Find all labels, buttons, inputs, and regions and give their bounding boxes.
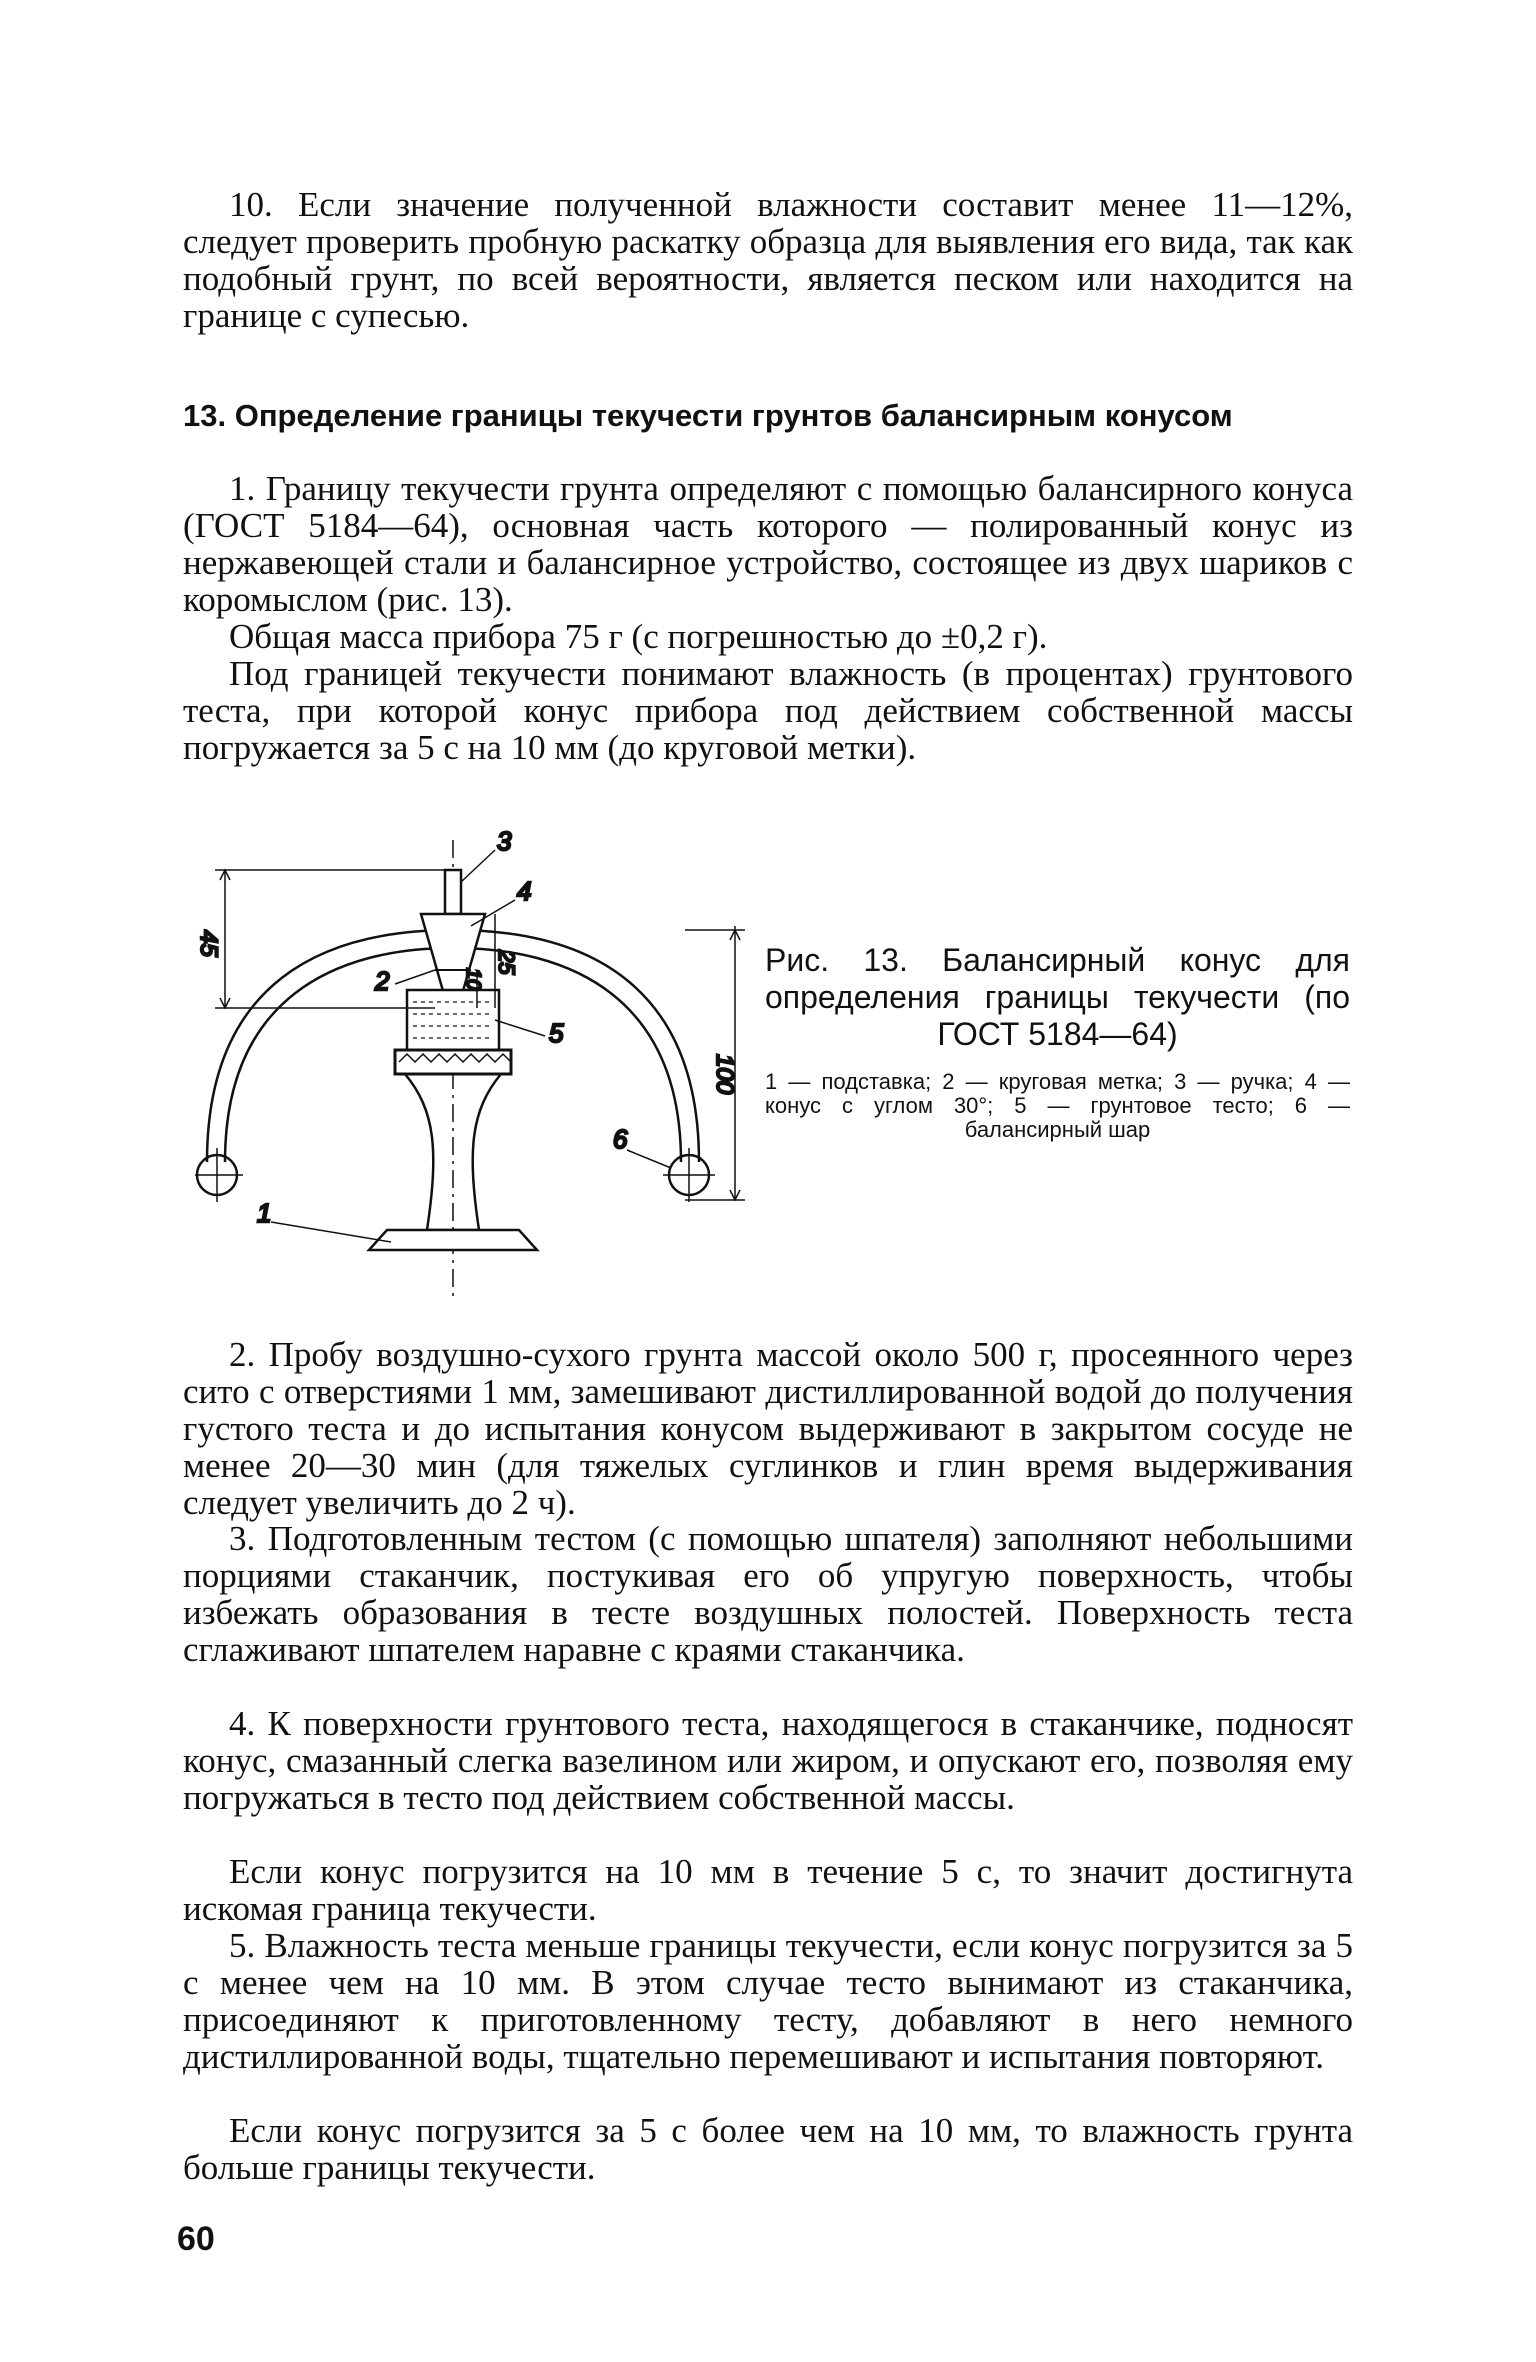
paragraph-1: 1. Границу текучести грунта определяют с помощью балансирного конуса (ГОСТ 5184—64), основная часть которого — полированный конус из нержавеющей стали и балансирное устройство, состоящее из двух шариков с коромыслом (рис. 13). bbox=[183, 469, 1353, 619]
callout-2: 2 bbox=[375, 966, 390, 996]
callout-1: 1 bbox=[257, 1198, 272, 1228]
paragraph-1-mass: Общая масса прибора 75 г (с погрешностью до ±0,2 г). bbox=[229, 617, 1048, 656]
figure-balance-cone bbox=[195, 830, 755, 1310]
paragraph-10: 10. Если значение полученной влажности составит менее 11—12%, следует проверить пробную раскатку образца для выявления его вида, так как подобный грунт, по всей вероятности, является песком или находится на границе с супесью. bbox=[183, 185, 1353, 335]
balance-cone-drawing bbox=[195, 830, 755, 1310]
cup-base bbox=[395, 1050, 511, 1074]
dimension-10: 10 bbox=[462, 968, 484, 991]
cup bbox=[407, 990, 499, 1050]
callout-3: 3 bbox=[497, 830, 512, 856]
page-number: 60 bbox=[177, 2220, 215, 2258]
figure-caption-title: Рис. 13. Балансирный конус для определения границы текучести (по ГОСТ 5184—64) bbox=[765, 942, 1350, 1052]
callout-5: 5 bbox=[549, 1018, 564, 1048]
dimension-45: 45 bbox=[195, 930, 222, 957]
stand-base bbox=[369, 1230, 537, 1250]
dimension-100: 100 bbox=[711, 1054, 738, 1095]
dimension-25: 25 bbox=[494, 950, 519, 975]
callout-6: 6 bbox=[613, 1124, 628, 1154]
paragraph-1-definition: Под границей текучести понимают влажность (в процентах) грунтового теста, при которой конус прибора под действием собственной массы погружается за 5 с на 10 мм (до круговой метки). bbox=[183, 654, 1353, 767]
paragraph-2: 2. Пробу воздушно-сухого грунта массой около 500 г, просеянного через сито с отверстиями 1 мм, замешивают дистиллированной водой до получения густого теста и до испытания конусом выдерживают в закрытом сосуде не менее 20—30 мин (для тяжелых суглинков и глин время выдерживания следует увеличить до 2 ч). bbox=[183, 1335, 1353, 1522]
paragraph-4: 4. К поверхности грунтового теста, находящегося в стаканчике, подносят конус, смазанный слегка вазелином или жиром, и опускают его, позволяя ему погружаться в тесто под действием собственной массы. bbox=[183, 1704, 1353, 1817]
section-title: 13. Определение границы текучести грунтов балансирным конусом bbox=[183, 398, 1233, 433]
paragraph-5-result: Если конус погрузится за 5 с более чем на 10 мм, то влажность грунта больше границы текучести. bbox=[183, 2111, 1353, 2187]
paragraph-4-result: Если конус погрузится на 10 мм в течение 5 с, то значит достигнута искомая граница текучести. bbox=[183, 1852, 1353, 1928]
figure-legend: 1 — подставка; 2 — круговая метка; 3 — ручка; 4 — конус с углом 30°; 5 — грунтовое тесто; 6 — балансирный шар bbox=[765, 1069, 1350, 1142]
paragraph-5: 5. Влажность теста меньше границы текучести, если конус погрузится за 5 с менее чем на 10 мм. В этом случае тесто вынимают из стаканчика, присоединяют к приготовленному тесту, добавляют в него немного дистиллированной воды, тщательно перемешивают и испытания повторяют. bbox=[183, 1926, 1353, 2076]
paragraph-3: 3. Подготовленным тестом (с помощью шпателя) заполняют небольшими порциями стаканчик, постукивая его об упругую поверхность, чтобы избежать образования в тесте воздушных полостей. Поверхность теста сглаживают шпателем наравне с краями стаканчика. bbox=[183, 1519, 1353, 1669]
callout-4: 4 bbox=[517, 876, 532, 906]
handle bbox=[445, 870, 461, 914]
